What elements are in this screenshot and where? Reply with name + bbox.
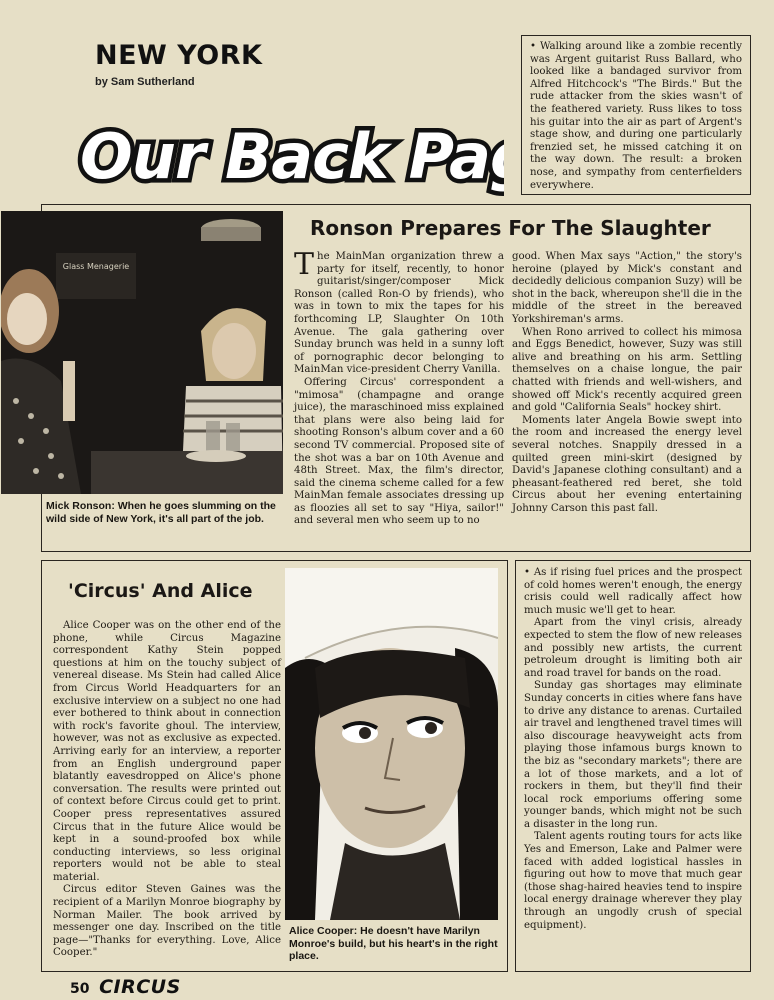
ronson-headline: Ronson Prepares For The Slaughter [310,216,711,240]
alice-photo-caption: Alice Cooper: He doesn't have Marilyn Monroe's build, but his heart's in the right place. [289,925,498,962]
masthead-text: Our Back Pa [80,120,490,193]
alice-p1: Alice Cooper was on the other end of the phone, while Circus Magazine correspondent Kathy Stein popped questions at him on the touchy subject of venereal disease. Ms Stein had called Alice from Circus World Headquarters for an exclusive interview on a subject no one had ever bothered to think about in connection with rock's favorite ghoul. The interview, however, was not as exclusive as expected. Arriving early for an interview, a reporter from an English underground paper blatantly eavesdropped on Alice's phone conversation. The results were printed out of context before Circus could get to print. Cooper press representatives assured Circus that in the future Alice would be kept in a sound-proofed box while conducting interviews, so less original reporters would not be able to steal material. [53,620,281,883]
ronson-column-1 [294,247,504,528]
magazine-logo: CIRCUS [99,976,181,998]
ronson-col2-p3: Moments later Angela Bowie swept into the room and increased the energy level several notches. Snappily dressed in a quilted green mini-skirt (designed by David's Japanese clothing consultant) and a pheasant-feathered red beret, she told Circus about her evening entertaining Johnny Carson this past fall. [512,414,742,514]
energy-p4: Talent agents routing tours for acts like Yes and Emerson, Lake and Palmer were faced with added logistical hassles in figuring out how to move that much gear (those shag-haired heavies tend to inspire local energy drainage wherever they play through an ungodly crush of special equipment). [524,831,742,931]
page-footer [70,976,181,998]
sidebar-zombie-item [521,35,751,195]
ronson-column-2 [512,251,742,515]
ronson-col2-p2: When Rono arrived to collect his mimosa and Eggs Benedict, however, Suzy was still alive and breathing on his arm. Settling themselves on a chaise longue, the pair chatted with friends and well-wishers, and showed off Mick's recently acquired green and gold "California Seals" hockey shirt. [512,326,742,414]
ronson-dropcap: T [294,247,315,282]
alice-p2: Circus editor Steven Gaines was the recipient of a Marilyn Monroe biography by Norman Mailer. The book arrived by messenger one day. Inscribed on the title page—"Thanks for everything. Love, Alice Cooper." [53,884,281,959]
byline: by Sam Sutherland [95,76,195,88]
ronson-photo-caption: Mick Ronson: When he goes slumming on the wild side of New York, it's all part of the job. [46,500,276,525]
energy-crisis-item [515,560,751,972]
energy-p3: Sunday gas shortages may eliminate Sunday concerts in cities where fans have to drive any distance to arenas. Curtailed air travel and lengthened travel times will also discourage heavyweight acts from playing those infamous burgs known to the biz as "secondary markets"; there are a lot of those markets, and a lot of rockers in them, but they'll find their local rock emporiums offering some younger bands, which might not be such a disaster in the long run. [524,680,742,830]
masthead-title [74,96,504,206]
energy-p2: Apart from the vinyl crisis, already expected to stem the flow of new releases and possibly new artists, the current petroleum drought is limiting both air and road travel for bands on the road. [524,617,742,679]
ronson-col1-p1: he MainMan organization threw a party for itself, recently, to honor guitarist/singer/composer Mick Ronson (called Ron-O by friends), who was in town to mix the tapes for his forthcoming LP, Slaughter On 10th Avenue. The gala gathering over Sunday brunch was held in a sunny loft of pornographic decor belonging to MainMan vice-president Cherry Vanilla. [294,251,504,376]
ronson-col1-p2: Offering Circus' correspondent a "mimosa" (champagne and orange juice), the maraschinoed miss explained that plans were also being laid for shooting Ronson's album cover and a 60 second TV commercial. Proposed site of the shot was a bar on 10th Avenue and 48th Street. Max, the film's director, said the cinema scheme called for a few MainMan female associates dressing up as floozies all set to say "Hiya, sailor!" and several men who seem up to no [294,376,504,527]
sidebar-zombie-text: • Walking around like a zombie recently was Argent guitarist Russ Ballard, who looked like a bandaged survivor from Alfred Hitchcock's "The Birds." But the rude attacker from the skies wasn't of the feathered variety. Russ likes to toss his guitar into the air as part of Argent's stage show, and during one particularly frenzied set, he missed catching it on the way down. The result: a broken nose, and sympathy from centerfielders everywhere. [530,41,742,191]
alice-cooper-photo [285,568,498,920]
bar-sign-text: Glass Menagerie [62,262,130,271]
section-kicker: NEW YORK [95,40,263,71]
alice-column [53,620,281,960]
energy-p1: • As if rising fuel prices and the prospect of cold homes weren't enough, the energy crisis could well radically affect how much music we'll get to hear. [524,567,742,616]
page-number: 50 [70,981,90,997]
ronson-col2-p1: good. When Max says "Action," the story's heroine (played by Mick's constant and decidedly delicious companion Suzy) will be shot in the back, whereupon she'll die in the middle of the street in the bereaved Yorkshireman's arms. [512,251,742,325]
alice-headline: 'Circus' And Alice [68,580,253,602]
ronson-photo [1,211,283,494]
